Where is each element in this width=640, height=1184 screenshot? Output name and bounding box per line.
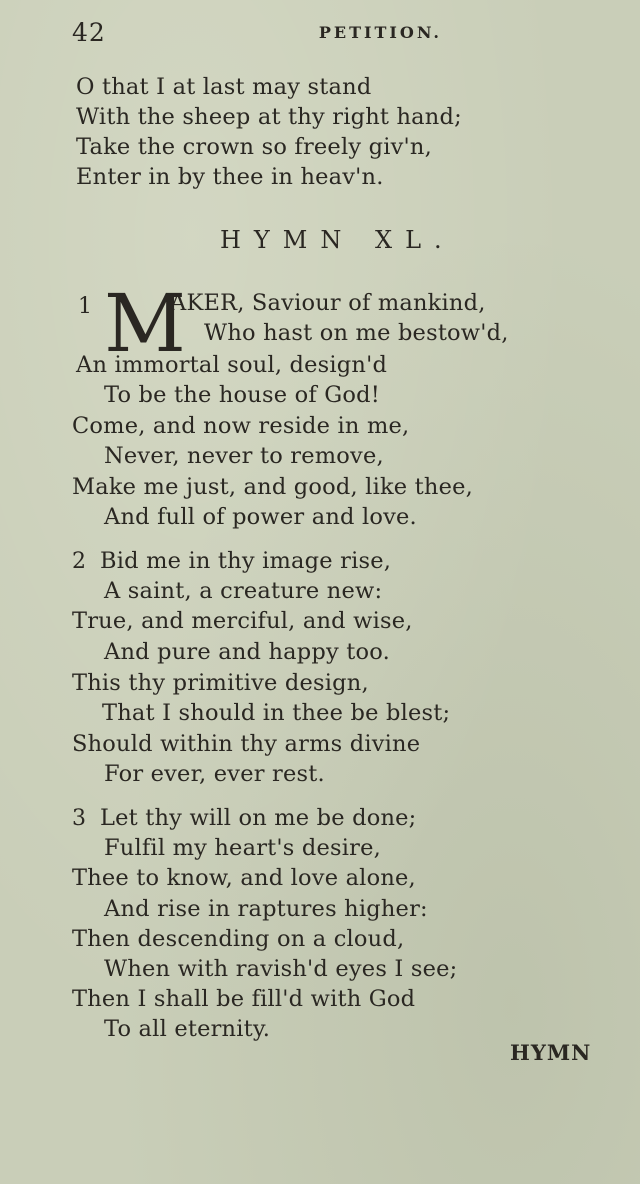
stanza-line: Then descending on a cloud, — [72, 926, 405, 952]
stanza-line: To all eternity. — [104, 1016, 271, 1042]
stanza-line: Come, and now reside in me, — [72, 413, 410, 439]
prev-stanza-line: Take the crown so freely giv'n, — [76, 134, 432, 160]
stanza-number: 1 — [78, 294, 92, 319]
stanza-line: A saint, a creature new: — [104, 578, 383, 604]
stanza-line: And full of power and love. — [104, 504, 417, 530]
stanza-line: This thy primitive design, — [72, 670, 369, 696]
stanza-line: That I should in thee be blest; — [102, 700, 451, 726]
running-title: PETITION. — [318, 23, 442, 42]
stanza-number: 2 — [72, 549, 86, 574]
prev-stanza-line: O that I at last may stand — [76, 74, 372, 100]
page-number: 42 — [72, 18, 106, 47]
stanza-line: An immortal soul, design'd — [76, 352, 388, 378]
stanza-line: Never, never to remove, — [104, 443, 384, 469]
prev-stanza-line: Enter in by thee in heav'n. — [76, 164, 384, 190]
drop-cap-letter: M — [104, 277, 186, 370]
hymn-title: HYMN XL. — [220, 226, 455, 254]
stanza-line: Bid me in thy image rise, — [100, 548, 392, 574]
stanza-number: 3 — [72, 806, 86, 831]
stanza-line: And rise in raptures higher: — [104, 896, 428, 922]
stanza-line: When with ravish'd eyes I see; — [104, 956, 458, 982]
stanza-line: For ever, ever rest. — [104, 761, 325, 787]
stanza-line: True, and merciful, and wise, — [72, 608, 413, 634]
catchword: HYMN — [510, 1040, 592, 1065]
running-head — [72, 18, 442, 48]
stanza-line: Make me just, and good, like thee, — [72, 474, 473, 500]
stanza-line: Let thy will on me be done; — [100, 805, 417, 831]
stanza-line: Who hast on me bestow'd, — [204, 320, 509, 346]
stanza-line: Should within thy arms divine — [72, 731, 421, 757]
prev-stanza-line: With the sheep at thy right hand; — [76, 104, 462, 130]
stanza-line: And pure and happy too. — [104, 639, 390, 665]
stanza-line: Fulfil my heart's desire, — [104, 835, 381, 861]
stanza-line: To be the house of God! — [104, 382, 380, 408]
stanza-line: AKER, Saviour of mankind, — [170, 290, 486, 316]
stanza-line: Thee to know, and love alone, — [72, 865, 416, 891]
stanza-line: Then I shall be fill'd with God — [72, 986, 416, 1012]
